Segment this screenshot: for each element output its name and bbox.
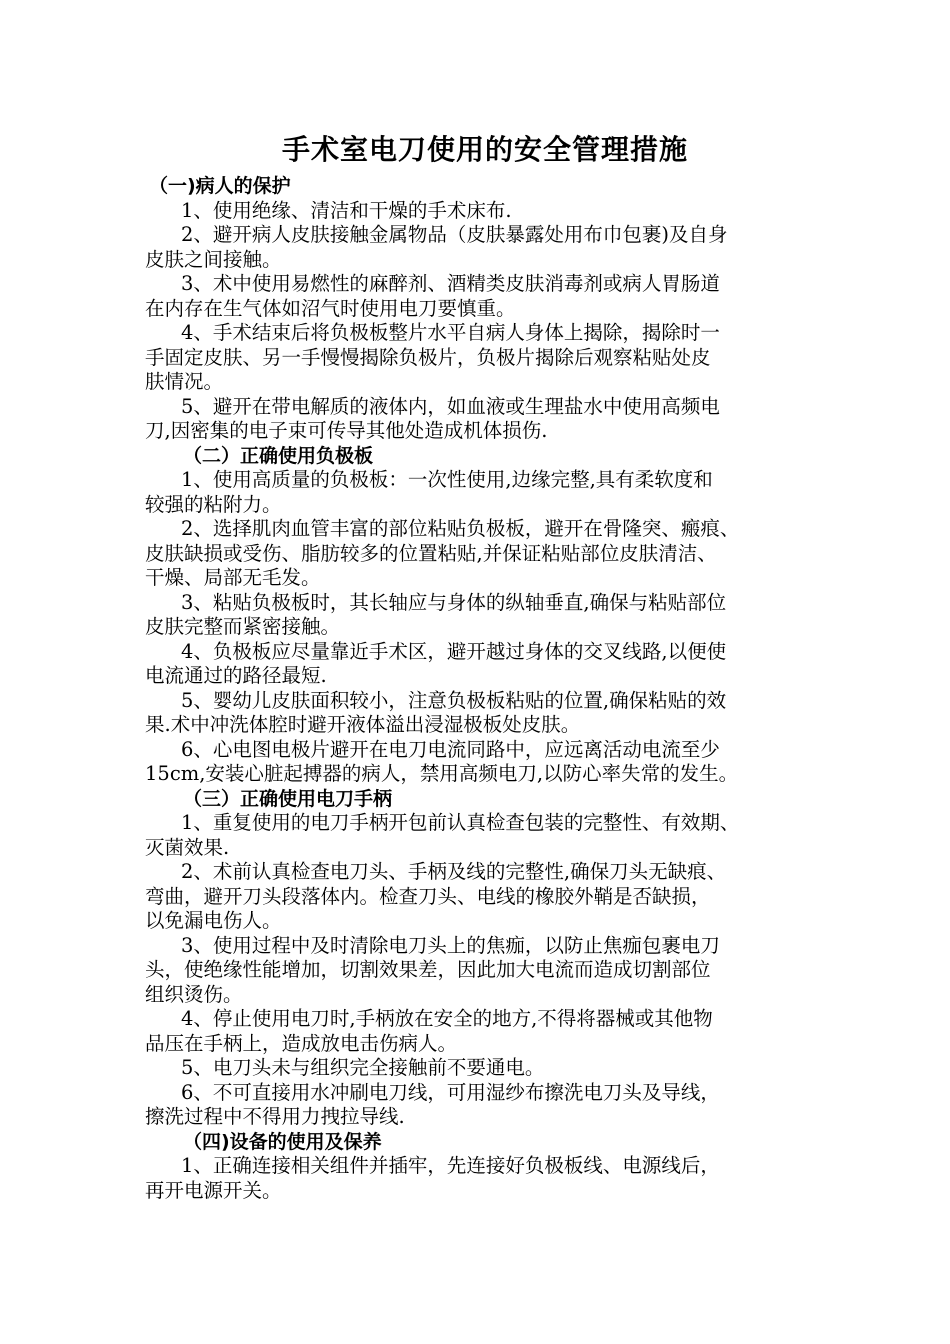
paragraph: 2、避开病人皮肤接触金属物品（皮肤暴露处用布巾包裹)及自身 皮肤之间接触。 [145, 223, 728, 271]
section-heading: （四)设备的使用及保养 [183, 1130, 382, 1153]
paragraph: 1、重复使用的电刀手柄开包前认真检查包装的完整性、有效期、 灭菌效果. [145, 811, 740, 859]
paragraph: 5、避开在带电解质的液体内，如血液或生理盐水中使用高频电 刀,因密集的电子束可传导其他处造成机体损伤. [145, 394, 720, 442]
section-heading: （三）正确使用电刀手柄 [183, 787, 393, 810]
section-electrosurgical-handle [145, 787, 825, 1130]
section-patient-protection [145, 174, 825, 444]
paragraph: 5、婴幼儿皮肤面积较小，注意负极板粘贴的位置,确保粘贴的效 果.术中冲洗体腔时避开液体溢出浸湿极板处皮肤。 [145, 688, 727, 736]
section-negative-plate [145, 444, 825, 787]
section-equipment-maintenance [145, 1130, 825, 1204]
paragraph: 6、心电图电极片避开在电刀电流同路中，应远离活动电流至少 15cm,安装心脏起搏器的病人，禁用高频电刀,以防心率失常的发生。 [145, 737, 739, 785]
paragraph: 5、电刀头未与组织完全接触前不要通电。 [181, 1056, 545, 1079]
document-title: 手术室电刀使用的安全管理措施 [281, 133, 688, 166]
paragraph: 3、粘贴负极板时，其长轴应与身体的纵轴垂直,确保与粘贴部位 皮肤完整而紧密接触。 [145, 590, 727, 638]
paragraph: 6、不可直接用水冲刷电刀线，可用湿纱布擦洗电刀头及导线， 擦洗过程中不得用力拽拉导线. [145, 1080, 720, 1128]
paragraph: 1、正确连接相关组件并插牢，先连接好负极板线、电源线后， 再开电源开关。 [145, 1154, 720, 1202]
paragraph: 2、选择肌肉血管丰富的部位粘贴负极板，避开在骨隆突、瘢痕、 皮肤缺损或受伤、脂肪较多的位置粘贴,并保证粘贴部位皮肤清洁、 干燥、局部无毛发。 [145, 517, 740, 589]
paragraph: 2、术前认真检查电刀头、手柄及线的完整性,确保刀头无缺痕、 弯曲，避开刀头段落体内。检查刀头、电线的橡胶外鞘是否缺损， 以免漏电伤人。 [145, 860, 727, 932]
section-heading: （一)病人的保护 [149, 175, 291, 197]
paragraph: 1、使用高质量的负极板：一次性使用,边缘完整,具有柔软度和 较强的粘附力。 [145, 468, 713, 516]
paragraph: 3、使用过程中及时清除电刀头上的焦痂，以防止焦痂包裹电刀 头，使绝缘性能增加，切割效果差，因此加大电流而造成切割部位 组织烫伤。 [145, 933, 720, 1006]
paragraph: 4、手术结束后将负极板整片水平自病人身体上揭除，揭除时一 手固定皮肤、另一手慢慢揭除负极片，负极片揭除后观察粘贴处皮 肤情况。 [145, 321, 720, 393]
paragraph: 4、负极板应尽量靠近手术区，避开越过身体的交叉线路,以便使 电流通过的路径最短. [145, 639, 727, 687]
paragraph: 4、停止使用电刀时,手柄放在安全的地方,不得将器械或其他物 品压在手柄上，造成放电击伤病人。 [145, 1007, 713, 1055]
document-page [145, 128, 825, 1203]
paragraph: 1、使用绝缘、清洁和干燥的手术床布. [181, 198, 512, 222]
paragraph: 3、术中使用易燃性的麻醉剂、酒精类皮肤消毒剂或病人胃肠道 在内存在生气体如沼气时使用电刀要慎重。 [145, 272, 720, 320]
section-heading: （二）正确使用负极板 [183, 444, 374, 467]
